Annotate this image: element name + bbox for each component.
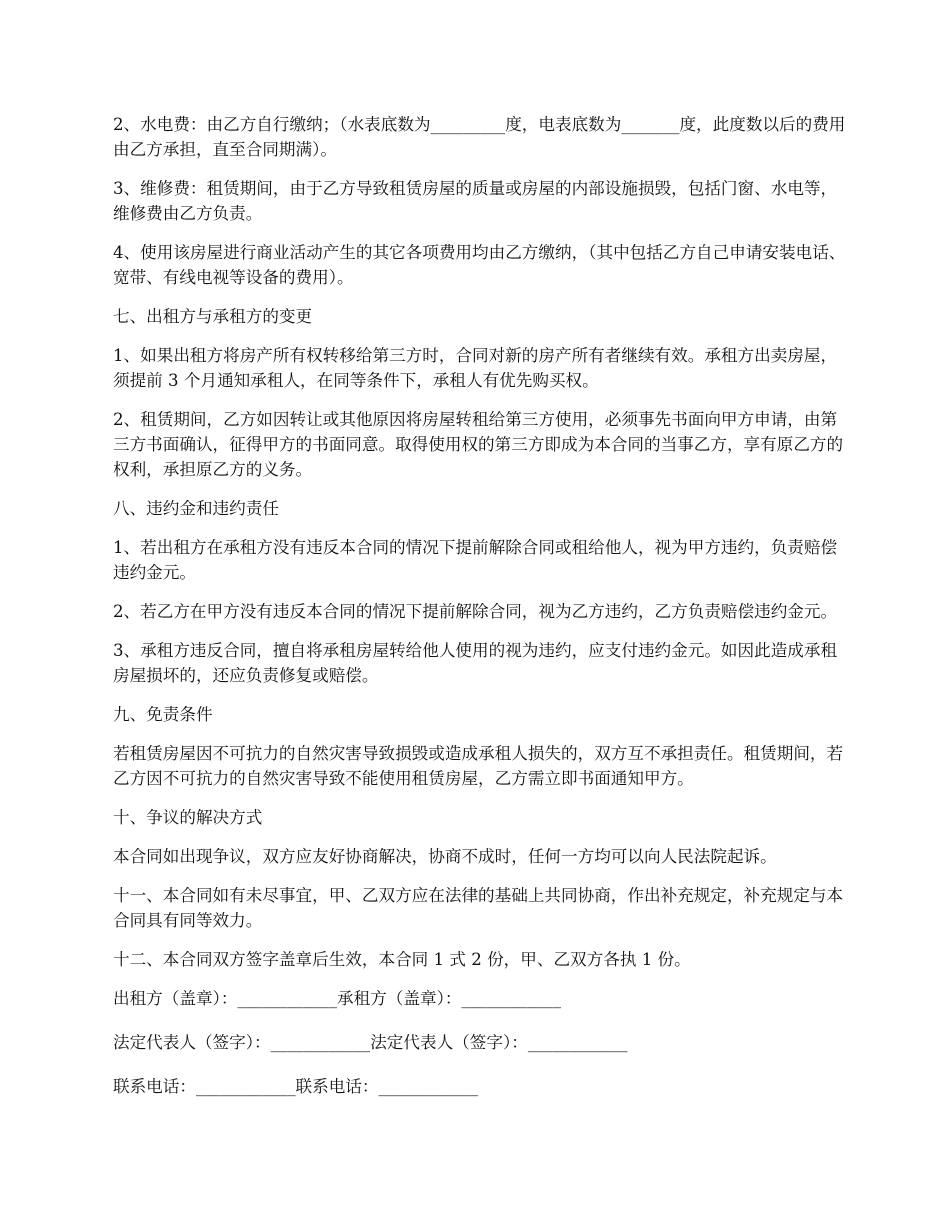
clause-10: 本合同如出现争议，双方应友好协商解决，协商不成时，任何一方均可以向人民法院起诉。 xyxy=(113,847,777,866)
section-heading-9: 九、免责条件 xyxy=(113,705,213,724)
clause-11: 十一、本合同如有未尽事宜，甲、乙双方应在法律的基础上共同协商，作出补充规定，补充规定与本合同具有同等效力。 xyxy=(113,886,844,930)
clause-8-2: 2、若乙方在甲方没有违反本合同的情况下提前解除合同，视为乙方违约，乙方负责赔偿违约金元。 xyxy=(113,602,838,621)
document-page xyxy=(113,112,853,1118)
clause-other-fees: 4、使用该房屋进行商业活动产生的其它各项费用均由乙方缴纳，（其中包括乙方自己申请安装电话、宽带、有线电视等设备的费用）。 xyxy=(113,243,846,287)
clause-maintenance: 3、维修费：租赁期间，由于乙方导致租赁房屋的质量或房屋的内部设施损毁，包括门窗、水电等，维修费由乙方负责。 xyxy=(113,179,838,223)
clause-utilities: 2、水电费：由乙方自行缴纳；（水表底数为_________度，电表底数为_______度，此度数以后的费用由乙方承担，直至合同期满）。 xyxy=(113,115,846,159)
signature-seal-line: 出租方（盖章）：____________承租方（盖章）：____________ xyxy=(113,989,562,1008)
clause-8-3: 3、承租方违反合同，擅自将承租房屋转给他人使用的视为违约，应支付违约金元。如因此造成承租房屋损坏的，还应负责修复或赔偿。 xyxy=(113,641,838,685)
clause-8-1: 1、若出租方在承租方没有违反本合同的情况下提前解除合同或租给他人，视为甲方违约，负责赔偿违约金元。 xyxy=(113,538,838,582)
clause-9: 若租赁房屋因不可抗力的自然灾害导致损毁或造成承租人损失的，双方互不承担责任。租赁期间，若乙方因不可抗力的自然灾害导致不能使用租赁房屋，乙方需立即书面通知甲方。 xyxy=(113,744,844,788)
section-heading-8: 八、违约金和违约责任 xyxy=(113,499,279,518)
signature-representative-line: 法定代表人（签字）：____________法定代表人（签字）：____________ xyxy=(113,1033,628,1052)
signature-phone-line: 联系电话：____________联系电话：____________ xyxy=(113,1077,479,1096)
section-heading-10: 十、争议的解决方式 xyxy=(113,808,263,827)
clause-7-2: 2、租赁期间，乙方如因转让或其他原因将房屋转租给第三方使用，必须事先书面向甲方申请，由第三方书面确认，征得甲方的书面同意。取得使用权的第三方即成为本合同的当事乙方，享有原乙方的权利，承担原乙方的义务。 xyxy=(113,410,844,479)
clause-7-1: 1、如果出租方将房产所有权转移给第三方时，合同对新的房产所有者继续有效。承租方出卖房屋，须提前 3 个月通知承租人，在同等条件下，承租人有优先购买权。 xyxy=(113,346,838,390)
signature-block xyxy=(113,986,853,1099)
clause-12: 十二、本合同双方签字盖章后生效，本合同 1 式 2 份，甲、乙双方各执 1 份。 xyxy=(113,950,691,969)
section-heading-7: 七、出租方与承租方的变更 xyxy=(113,307,313,326)
